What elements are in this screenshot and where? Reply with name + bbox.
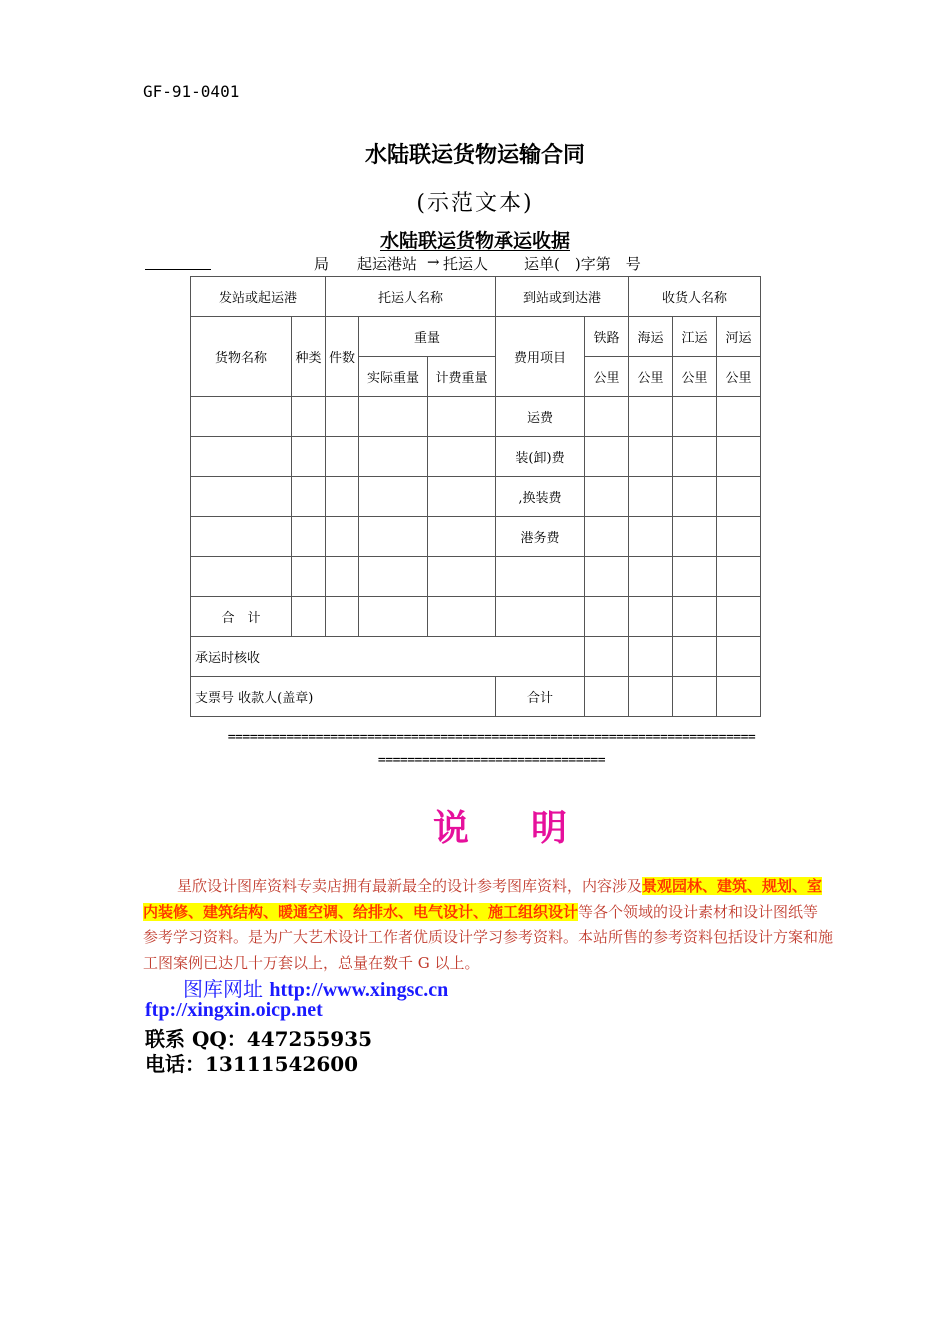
origin-station-label: 起运港站 bbox=[357, 255, 418, 273]
fee-port: 港务费 bbox=[496, 517, 585, 557]
notes-heading bbox=[0, 800, 950, 851]
qq-contact: 联系 QQ：447255935 bbox=[145, 1027, 373, 1051]
fee-loading: 装(卸)费 bbox=[496, 437, 585, 477]
bureau-label: 局 bbox=[314, 255, 330, 273]
actual-weight-header: 实际重量 bbox=[359, 357, 428, 397]
notes-highlight: 景观园林、建筑、规划、室内装修、建筑结构、暖通空调、给排水、电气设计、施工组织设计 bbox=[143, 877, 823, 921]
receipt-title-text: 水陆联运货物承运收据 bbox=[379, 230, 570, 252]
origin-header: 发站或起运港 bbox=[191, 277, 326, 317]
receipt-title bbox=[0, 226, 950, 253]
fee-freight: 运费 bbox=[496, 397, 585, 437]
fee-item-header: 费用项目 bbox=[496, 317, 585, 397]
charged-weight-header: 计费重量 bbox=[428, 357, 496, 397]
ftp-link[interactable]: ftp://xingxin.oicp.net bbox=[145, 999, 323, 1021]
subtotal-label: 合 计 bbox=[191, 597, 292, 637]
consignor-name-header: 托运人名称 bbox=[326, 277, 496, 317]
grand-total-label: 合计 bbox=[496, 677, 585, 717]
table-row bbox=[191, 397, 761, 437]
notes-intro: 星欣设计图库资料专卖店拥有最新最全的设计参考图库资料，内容涉及 bbox=[177, 877, 643, 895]
bureau-blank-line bbox=[145, 253, 211, 270]
site-url-link[interactable]: http://www.xingsc.cn bbox=[269, 979, 449, 1001]
payment-label: 支票号 收款人(盖章) bbox=[191, 677, 496, 717]
table-row bbox=[191, 477, 761, 517]
type-header: 种类 bbox=[292, 317, 326, 397]
notes-rest: 等各个领域的设计素材和设计图纸等参考学习资料。是为广大艺术设计工作者优质设计学习参考资料。本站所售的参考资料包括设计方案和施工图案例已达几十万套以上，总量在数千 G 以上。 bbox=[143, 902, 834, 972]
notes-heading-char: 说 bbox=[432, 808, 469, 849]
separator-line: =============================== bbox=[377, 753, 606, 768]
destination-header: 到站或到达港 bbox=[496, 277, 629, 317]
table-row bbox=[191, 517, 761, 557]
weight-header: 重量 bbox=[359, 317, 496, 357]
contract-subtitle: (示范文本) bbox=[416, 191, 534, 216]
contract-title: 水陆联运货物运输合同 bbox=[364, 143, 585, 168]
mode-river: 江运 bbox=[673, 317, 717, 357]
table-row bbox=[191, 677, 761, 717]
notes-heading-char: 明 bbox=[531, 808, 568, 849]
pieces-header: 件数 bbox=[326, 317, 359, 397]
separator-line: ======================================================================== bbox=[227, 730, 756, 745]
form-code: GF-91-0401 bbox=[143, 82, 240, 101]
table-row bbox=[191, 597, 761, 637]
table-row bbox=[191, 277, 761, 317]
unit-km: 公里 bbox=[629, 357, 673, 397]
site-line bbox=[183, 973, 448, 1002]
phone-contact: 电话：13111542600 bbox=[145, 1052, 359, 1076]
receipt-table bbox=[190, 276, 761, 717]
consignee-name-header: 收货人名称 bbox=[629, 277, 761, 317]
consignor-label: 托运人 bbox=[443, 255, 489, 273]
table-row bbox=[191, 437, 761, 477]
mode-stream: 河运 bbox=[717, 317, 761, 357]
table-row bbox=[191, 317, 761, 357]
mode-railway: 铁路 bbox=[585, 317, 629, 357]
table-row bbox=[191, 637, 761, 677]
unit-km: 公里 bbox=[585, 357, 629, 397]
notes-paragraph bbox=[143, 874, 833, 976]
inspection-label: 承运时核收 bbox=[191, 637, 585, 677]
arrow-icon: → bbox=[427, 253, 440, 271]
table-row bbox=[191, 557, 761, 597]
fee-transfer: ,换装费 bbox=[496, 477, 585, 517]
mode-sea: 海运 bbox=[629, 317, 673, 357]
goods-name-header: 货物名称 bbox=[191, 317, 292, 397]
unit-km: 公里 bbox=[673, 357, 717, 397]
site-label: 图库网址 bbox=[183, 977, 270, 1001]
unit-km: 公里 bbox=[717, 357, 761, 397]
waybill-label: 运单( )字第 号 bbox=[524, 255, 641, 273]
